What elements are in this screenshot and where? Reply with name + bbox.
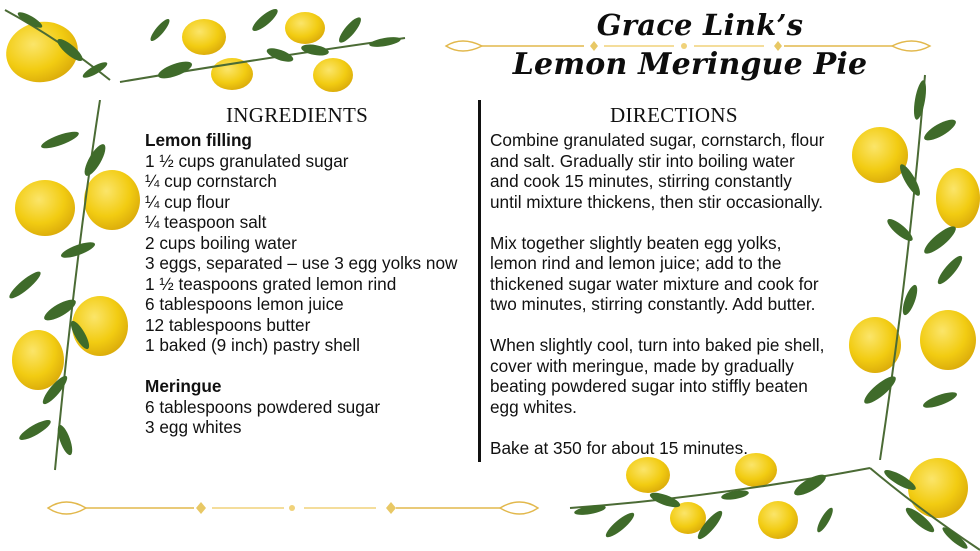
ingredient-item: 12 tablespoons butter: [145, 314, 311, 335]
direction-line: Bake at 350 for about 15 minutes.: [490, 437, 748, 458]
ingredient-item: ¼ teaspoon salt: [145, 212, 267, 232]
spacer: [145, 356, 457, 377]
direction-line: cover with meringue, made by gradually: [490, 355, 794, 376]
ingredient-item: 6 tablespoons powdered sugar: [145, 396, 381, 417]
directions-heading: DIRECTIONS: [610, 103, 738, 127]
recipe-title: Lemon Meringue Pie: [512, 47, 868, 82]
column-divider: [478, 100, 481, 462]
direction-line: and salt. Gradually stir into boiling water: [490, 150, 795, 171]
spacer: [490, 315, 824, 336]
ingredient-item: ¼ cup cornstarch: [145, 171, 277, 191]
direction-line: thickened sugar water mixture and cook for: [490, 273, 819, 294]
direction-line: and cook 15 minutes, stirring constantly: [490, 171, 792, 191]
ingredient-item: 1 ½ teaspoons grated lemon rind: [145, 273, 397, 294]
direction-line: two minutes, stirring constantly. Add butter.: [490, 294, 816, 314]
direction-line: until mixture thickens, then stir occasionally.: [490, 191, 824, 212]
spacer: [490, 417, 824, 438]
ingredients-heading: INGREDIENTS: [226, 103, 369, 127]
lemon-branch-top-left-icon: [0, 0, 420, 110]
ingredient-item: ¼ cup flour: [145, 191, 231, 212]
direction-line: Combine granulated sugar, cornstarch, flour: [490, 130, 825, 150]
directions-text: [490, 130, 824, 458]
section-title-lemon-filling: Lemon filling: [145, 130, 252, 150]
lemon-branch-right-icon: [840, 60, 980, 460]
direction-line: beating powdered sugar into stiffly beaten: [490, 376, 808, 396]
ingredient-item: 1 ½ cups granulated sugar: [145, 150, 349, 171]
ingredient-item: 6 tablespoons lemon juice: [145, 294, 344, 314]
gold-ornament-divider-bottom: [46, 496, 540, 520]
spacer: [490, 212, 824, 233]
direction-line: egg whites.: [490, 396, 577, 417]
direction-line: When slightly cool, turn into baked pie shell,: [490, 335, 825, 355]
direction-line: lemon rind and lemon juice; add to the: [490, 253, 782, 273]
lemon-branch-left-icon: [0, 100, 150, 480]
direction-line: Mix together slightly beaten egg yolks,: [490, 232, 782, 253]
ingredient-item: 1 baked (9 inch) pastry shell: [145, 335, 360, 355]
ingredient-item: 2 cups boiling water: [145, 232, 297, 253]
section-title-meringue: Meringue: [145, 376, 222, 396]
ingredient-item: 3 eggs, separated – use 3 egg yolks now: [145, 253, 458, 273]
ingredients-list: [145, 130, 457, 438]
ingredient-item: 3 egg whites: [145, 417, 242, 437]
recipe-title-author: Grace Link’s: [596, 8, 804, 42]
